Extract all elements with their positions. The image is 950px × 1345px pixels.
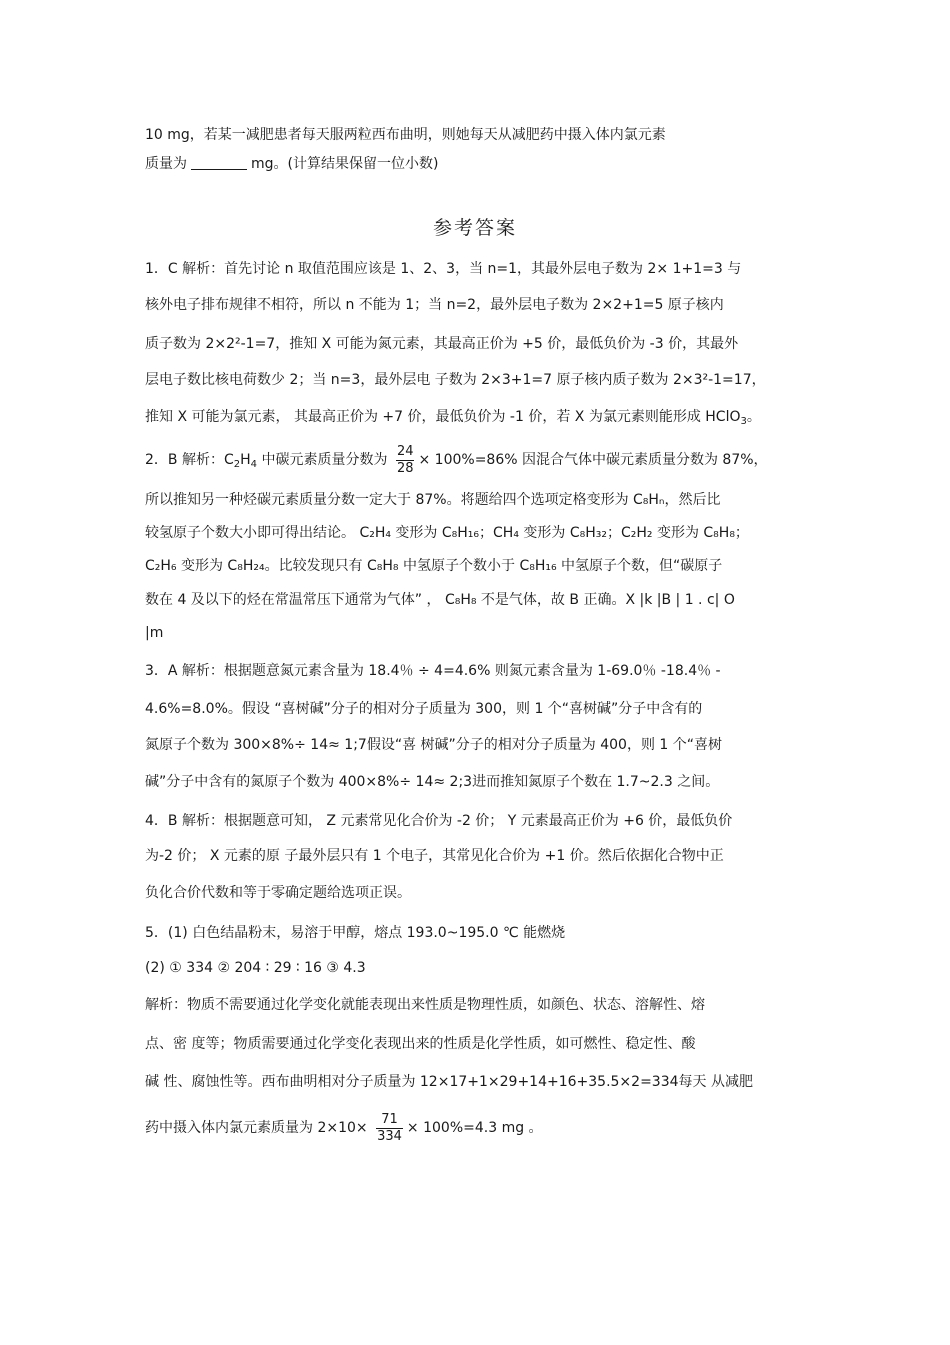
q2-line-6: |m	[145, 625, 164, 641]
q5-line-1: 5．(1) 白色结晶粉末，易溶于甲醇，熔点 193.0~195.0 ℃ 能燃烧	[145, 925, 566, 941]
q5-fraction	[376, 1112, 403, 1145]
q3-line-1: 3．A 解析：根据题意氮元素含量为 18.4％ ÷ 4=4.6% 则氮元素含量为 1-69.0％ -18.4％ -	[145, 663, 721, 679]
q2-fraction-numerator: 24	[396, 443, 414, 459]
q3-line-3: 氮原子个数为 300×8%÷ 14≈ 1;7假设“喜 树碱”分子的相对分子质量为 400，则 1 个“喜树	[145, 737, 723, 753]
q2-line-3: 较氢原子个数大小即可得出结论。 C₂H₄ 变形为 C₈H₁₆；CH₄ 变形为 C₈H₃₂；C₂H₂ 变形为 C₈H₈；	[145, 525, 749, 541]
q1-line-5	[145, 407, 761, 427]
intro-line-2-prefix: 质量为	[145, 156, 187, 172]
q3-line-2: 4.6%=8.0%。假设 “喜树碱”分子的相对分子质量为 300，则 1 个“喜树碱”分子中含有的	[145, 701, 703, 717]
intro-line-2	[145, 154, 438, 174]
q5-fraction-numerator: 71	[376, 1112, 403, 1129]
q2-sub-2: 4	[250, 459, 258, 470]
q5-line-5: 碱 性、腐蚀性等。西布曲明相对分子质量为 12×17+1×29+14+16+35.5×2=334每天 从减肥	[145, 1074, 753, 1090]
q5-line-6	[145, 1108, 543, 1148]
answer-title: 参考答案	[432, 217, 517, 239]
q2-line-1	[145, 440, 768, 480]
intro-line-1: 10 mg，若某一减肥患者每天服两粒西布曲明，则她每天从减肥药中摄入体内氯元素	[145, 127, 666, 143]
q2-line-2: 所以推知另一种烃碳元素质量分数一定大于 87%。将题给四个选项定格变形为 C₈Hₙ，然后比	[145, 492, 721, 508]
q5-line-2: (2) ① 334 ② 204 ∶ 29 ∶ 16 ③ 4.3	[145, 960, 366, 976]
q5-line-6-text: 药中摄入体内氯元素质量为 2×10×	[145, 1120, 368, 1136]
q2-line-1-end: × 100%=86% 因混合气体中碳元素质量分数为 87%，	[418, 452, 768, 468]
q1-line-5-text: 推知 X 可能为氯元素， 其最高正价为 +7 价，最低负价为 -1 价，若 X 为氯元素则能形成 HClO	[145, 409, 741, 425]
q2-line-4: C₂H₆ 变形为 C₈H₂₄。比较发现只有 C₈H₈ 中氢原子个数小于 C₈H₁₆ 中氢原子个数，但“碳原子	[145, 558, 723, 574]
q5-line-3: 解析：物质不需要通过化学变化就能表现出来性质是物理性质，如颜色、状态、溶解性、熔	[145, 997, 705, 1013]
q1-line-5-sub: 3	[740, 416, 747, 427]
q5-line-6-end: × 100%=4.3 mg 。	[406, 1120, 543, 1136]
q4-line-2: 为-2 价； X 元素的原 子最外层只有 1 个电子，其常见化合价为 +1 价。然后依据化合物中正	[145, 848, 724, 864]
q1-line-1: 1．C 解析：首先讨论 n 取值范围应该是 1、2、3，当 n=1，其最外层电子数为 2× 1+1=3 与	[145, 261, 742, 277]
q3-line-4: 碱”分子中含有的氮原子个数为 400×8%÷ 14≈ 2;3进而推知氮原子个数在 1.7~2.3 之间。	[145, 774, 720, 790]
q4-line-3: 负化合价代数和等于零确定题给选项正误。	[145, 885, 411, 901]
q5-fraction-denominator: 334	[377, 1128, 402, 1144]
q2-sub-1: 2	[233, 459, 241, 470]
q5-line-4: 点、密 度等；物质需要通过化学变化表现出来的性质是化学性质，如可燃性、稳定性、酸	[145, 1036, 696, 1052]
q1-line-3: 质子数为 2×2²-1=7，推知 X 可能为氮元素，其最高正价为 +5 价，最低负价为 -3 价，其最外	[145, 336, 739, 352]
intro-line-2-suffix: mg。(计算结果保留一位小数)	[251, 156, 439, 172]
q1-line-4: 层电子数比核电荷数少 2；当 n=3，最外层电 子数为 2×3+1=7 原子核内质子数为 2×3²-1=17，	[145, 372, 766, 388]
q4-line-1: 4．B 解析：根据题意可知， Z 元素常见化合价为 -2 价； Y 元素最高正价为 +6 价，最低负价	[145, 813, 733, 829]
q2-line-1-h: H	[240, 452, 251, 468]
q2-line-5: 数在 4 及以下的烃在常温常压下通常为气体” ， C₈H₈ 不是气体，故 B 正确。X |k |B | 1 . c| O	[145, 592, 735, 608]
q1-line-5-end: 。	[746, 409, 761, 425]
q1-line-2: 核外电子排布规律不相符，所以 n 不能为 1；当 n=2，最外层电子数为 2×2+1=5 原子核内	[145, 297, 724, 313]
q2-line-1-mid: 中碳元素质量分数为	[257, 452, 388, 468]
answer-blank	[191, 155, 247, 170]
q2-line-1-text: 2．B 解析：C	[145, 452, 234, 468]
q2-fraction-denominator: 28	[396, 460, 414, 476]
q2-fraction	[396, 444, 415, 477]
